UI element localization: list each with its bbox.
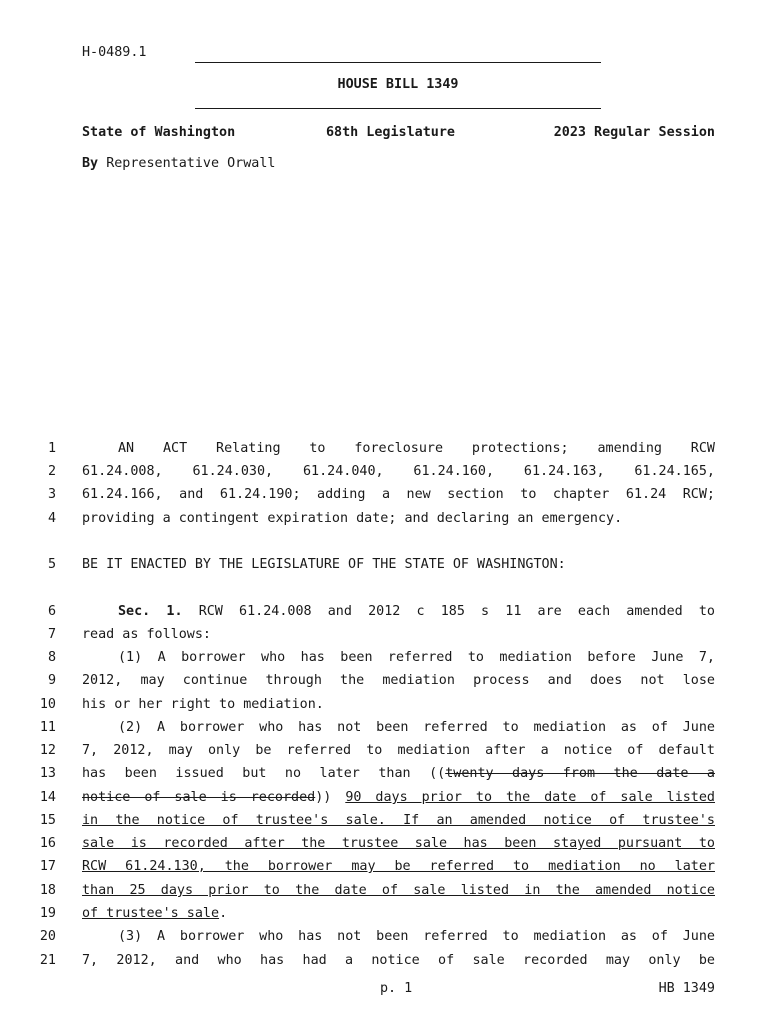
text-line-19: [82, 906, 715, 921]
text-line-8: (1) A borrower who has been referred to mediation before June 7,: [118, 650, 715, 665]
inserted-text: 90 days prior to the date of sale listed: [345, 790, 715, 805]
section-heading: Sec. 1.: [118, 604, 183, 619]
section-text: RCW 61.24.008 and 2012 c 185 s 11 are each amended to: [198, 604, 715, 619]
bill-title: HOUSE BILL 1349: [337, 77, 459, 92]
line-number: 13: [39, 766, 56, 781]
line-number: 2: [47, 464, 56, 479]
session: 2023 Regular Session: [553, 125, 715, 140]
inserted-text: of trustee's sale: [82, 906, 220, 921]
line-number: 6: [47, 604, 56, 619]
text-line-12: 7, 2012, may only be referred to mediation after a notice of default: [82, 743, 715, 758]
deleted-text: twenty days from the date a: [445, 766, 715, 781]
text-line-10: his or her right to mediation.: [82, 697, 324, 712]
sponsor-prefix: By: [82, 156, 99, 171]
line-number: 7: [47, 627, 56, 642]
header-rule-bottom: [195, 108, 601, 109]
text-line-20: (3) A borrower who has not been referred to mediation as of June: [118, 929, 715, 944]
line-number: 12: [39, 743, 56, 758]
text-plain: )): [315, 790, 332, 805]
line-number: 18: [39, 883, 56, 898]
line-number: 8: [47, 650, 56, 665]
text-plain: has been issued but no later than ((: [82, 766, 446, 781]
line-number: 17: [39, 859, 56, 874]
deleted-text: notice of sale is recorded: [82, 790, 316, 805]
enacting-clause: BE IT ENACTED BY THE LEGISLATURE OF THE STATE OF WASHINGTON:: [82, 557, 566, 572]
text-line-3: 61.24.166, and 61.24.190; adding a new section to chapter 61.24 RCW;: [82, 487, 715, 502]
line-number: 16: [39, 836, 56, 851]
line-number: 21: [39, 953, 56, 968]
state-name: State of Washington: [82, 125, 236, 140]
text-line-14: [82, 790, 715, 805]
line-number: 5: [47, 557, 56, 572]
sponsor-line: [82, 156, 276, 171]
text-line-17: RCW 61.24.130, the borrower may be referred to mediation no later: [82, 859, 715, 874]
header-rule-top: [195, 62, 601, 63]
text-plain: .: [219, 906, 228, 921]
line-number: 1: [47, 441, 56, 456]
legislature: 68th Legislature: [326, 125, 455, 140]
text-line-2: 61.24.008, 61.24.030, 61.24.040, 61.24.160, 61.24.163, 61.24.165,: [82, 464, 715, 479]
text-line-21: 7, 2012, and who has had a notice of sale recorded may only be: [82, 953, 715, 968]
text-line-18: than 25 days prior to the date of sale listed in the amended notice: [82, 883, 715, 898]
line-number: 19: [39, 906, 56, 921]
text-line-1: AN ACT Relating to foreclosure protections; amending RCW: [118, 441, 715, 456]
line-number: 15: [39, 813, 56, 828]
line-number: 9: [47, 673, 56, 688]
line-number: 4: [47, 511, 56, 526]
document-code: H-0489.1: [82, 45, 147, 60]
text-line-11: (2) A borrower who has not been referred to mediation as of June: [118, 720, 715, 735]
text-line-13: [82, 766, 715, 781]
line-number: 11: [39, 720, 56, 735]
text-line-9: 2012, may continue through the mediation process and does not lose: [82, 673, 715, 688]
page-number: p. 1: [380, 981, 413, 996]
line-number: 14: [39, 790, 56, 805]
text-line-4: providing a contingent expiration date; and declaring an emergency.: [82, 511, 623, 526]
bill-reference: HB 1349: [658, 981, 715, 996]
line-number: 20: [39, 929, 56, 944]
line-number: 10: [39, 697, 56, 712]
line-number: 3: [47, 487, 56, 502]
text-line-15: in the notice of trustee's sale. If an amended notice of trustee's: [82, 813, 715, 828]
sponsor-name: Representative Orwall: [106, 156, 276, 171]
text-line-6: [118, 604, 715, 619]
text-line-16: sale is recorded after the trustee sale has been stayed pursuant to: [82, 836, 715, 851]
text-line-7: read as follows:: [82, 627, 211, 642]
